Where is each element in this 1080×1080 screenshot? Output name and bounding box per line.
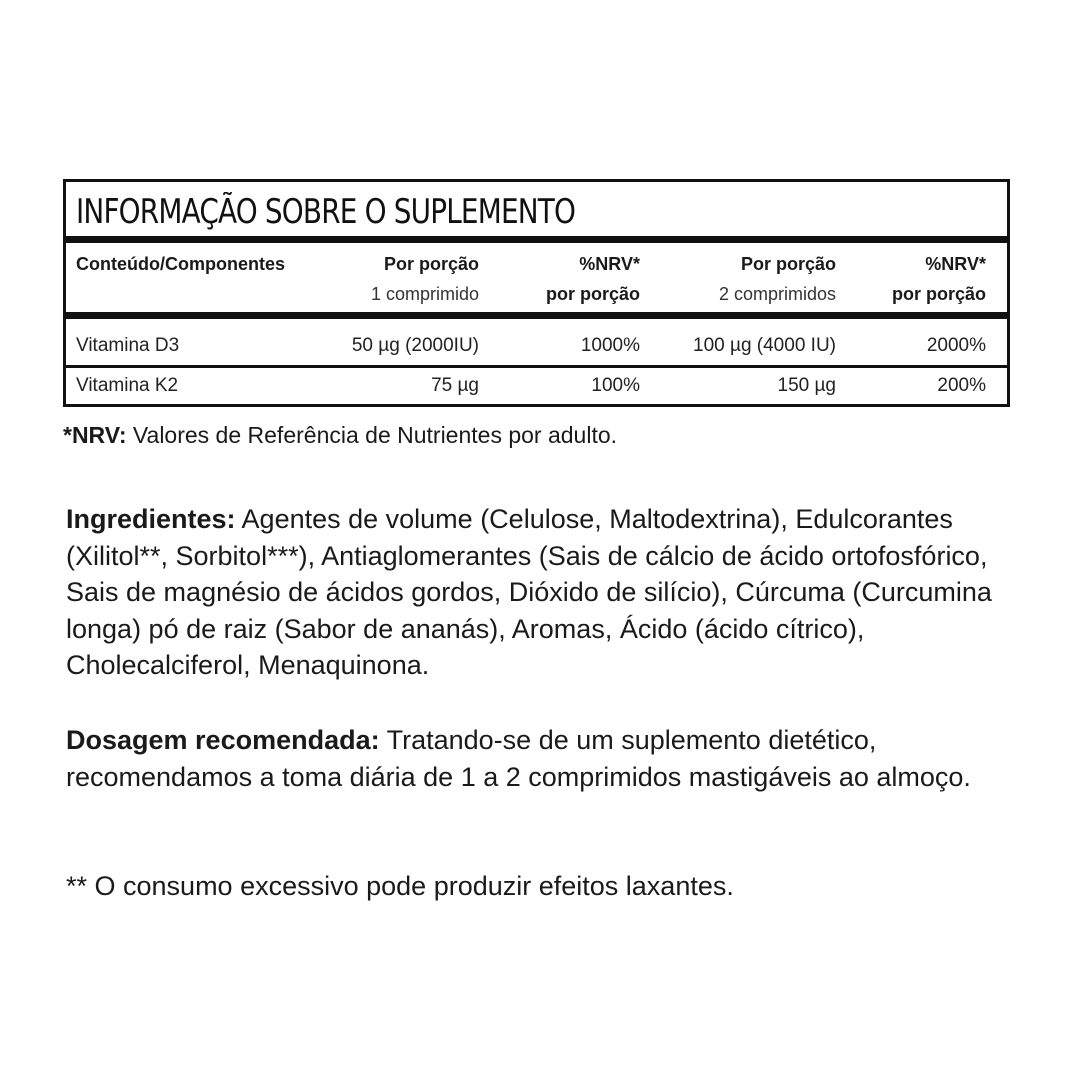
row-vitamin-k2-name: Vitamina K2 bbox=[76, 375, 179, 396]
row-vitamin-d3-nrv-1: 1000% bbox=[580, 335, 640, 356]
header-nrv-1-label: %NRV* bbox=[579, 254, 640, 274]
dosage-text: Tratando-se de um suplemento dietético, recomendamos a toma diária de 1 a 2 comprimidos mastigáveis ao almoço. bbox=[66, 725, 971, 792]
row-vitamin-k2-nrv-2: 200% bbox=[937, 375, 986, 396]
row-vitamin-d3-nrv-2: 2000% bbox=[926, 335, 986, 356]
row-divider bbox=[66, 365, 1007, 368]
header-per-serving-2-sub: 2 comprimidos bbox=[718, 284, 836, 304]
row-vitamin-d3-per-serving-1: 50 µg (2000IU) bbox=[351, 335, 479, 356]
nrv-footnote-label: *NRV: bbox=[63, 422, 127, 448]
header-nrv-1 bbox=[496, 249, 640, 309]
ingredients-paragraph bbox=[66, 501, 1026, 684]
header-per-serving-1-sub: 1 comprimido bbox=[370, 284, 479, 304]
table-title: INFORMAÇÃO SOBRE O SUPLEMENTO bbox=[76, 192, 576, 232]
header-divider bbox=[66, 312, 1007, 319]
nrv-footnote-text: Valores de Referência de Nutrientes por adulto. bbox=[126, 422, 618, 448]
ingredients-text: Agentes de volume (Celulose, Maltodextrina), Edulcorantes (Xilitol**, Sorbitol***), Antiaglomerantes (Sais de cálcio de ácido ortofosfórico, Sais de magnésio de ácidos gordos, Dióxido de silício), Cúrcuma (Curcumina longa) pó de raiz (Sabor de ananás), Aromas, Ácido (ácido cítrico), Cholecalciferol, Menaquinona. bbox=[66, 504, 992, 680]
row-vitamin-k2-nrv-1: 100% bbox=[591, 375, 640, 396]
dosage-label: Dosagem recomendada: bbox=[66, 725, 380, 755]
row-vitamin-k2-per-serving-2: 150 µg bbox=[777, 375, 836, 396]
title-divider bbox=[66, 236, 1007, 243]
header-nrv-2-sub: por porção bbox=[891, 284, 986, 304]
nrv-footnote bbox=[63, 420, 617, 450]
header-nrv-1-sub: por porção bbox=[545, 284, 640, 304]
ingredients-label: Ingredientes: bbox=[66, 504, 236, 534]
row-vitamin-k2-per-serving-1: 75 µg bbox=[431, 375, 479, 396]
header-per-serving-1-label: Por porção bbox=[383, 254, 479, 274]
row-vitamin-d3-per-serving-2: 100 µg (4000 IU) bbox=[693, 335, 836, 356]
header-component bbox=[76, 249, 336, 279]
header-per-serving-2-label: Por porção bbox=[740, 254, 836, 274]
row-vitamin-d3-name: Vitamina D3 bbox=[76, 335, 180, 356]
header-component-label: Conteúdo/Componentes bbox=[76, 254, 285, 274]
header-nrv-2-label: %NRV* bbox=[925, 254, 986, 274]
header-nrv-2 bbox=[856, 249, 986, 309]
header-per-serving-1 bbox=[316, 249, 479, 309]
header-per-serving-2 bbox=[656, 249, 836, 309]
dosage-paragraph bbox=[66, 722, 1026, 795]
supplement-table bbox=[63, 179, 1010, 407]
laxative-warning: ** O consumo excessivo pode produzir efeitos laxantes. bbox=[66, 871, 734, 901]
